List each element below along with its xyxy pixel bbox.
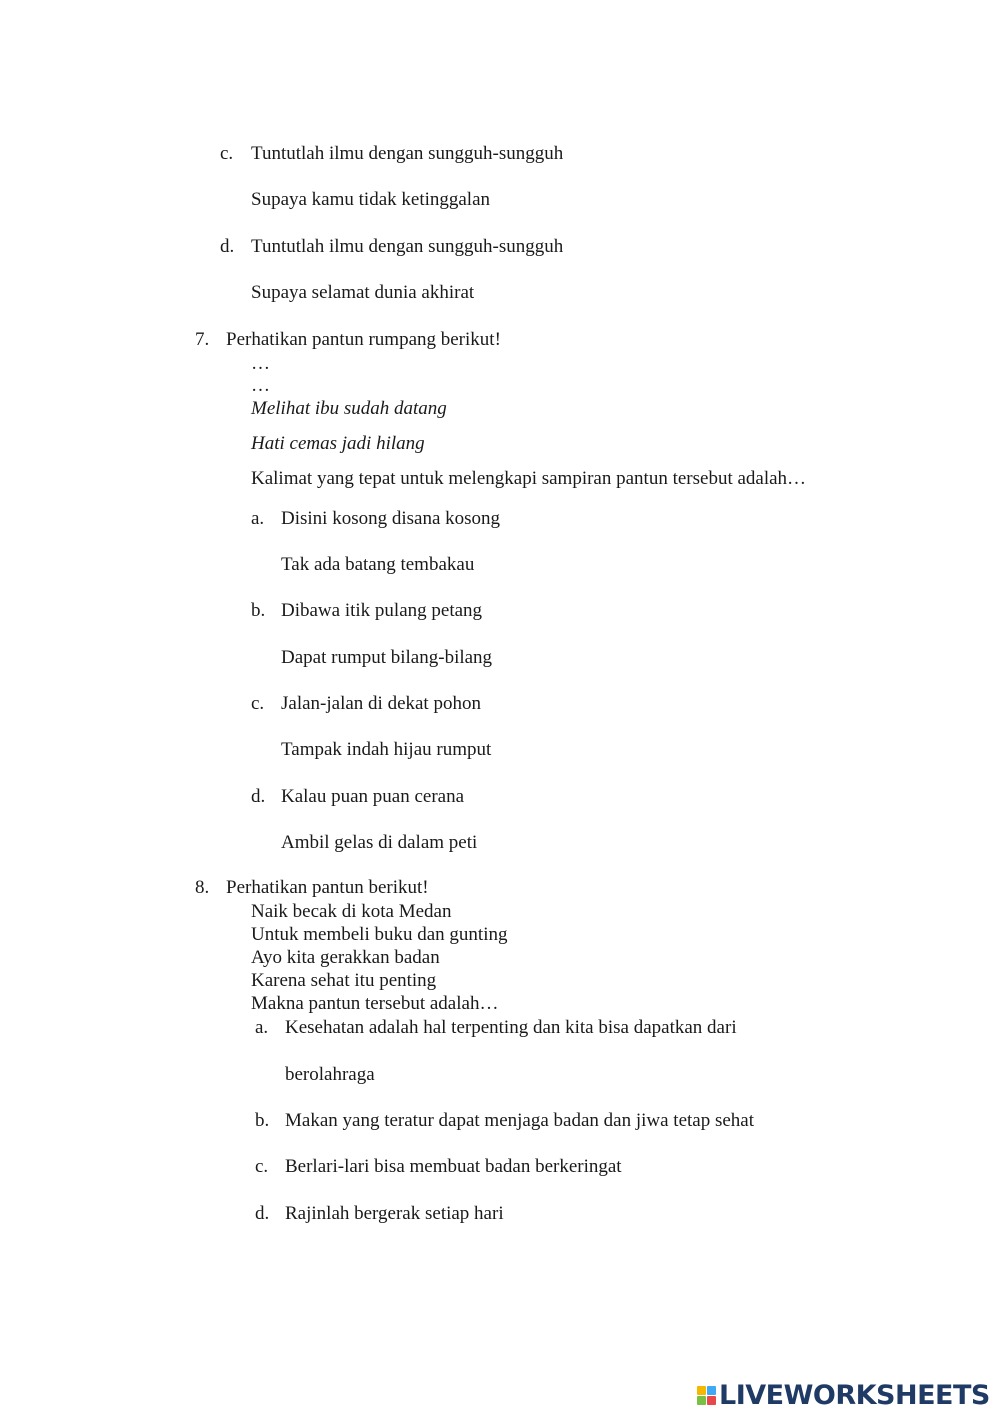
option-line1: Kalau puan puan cerana (281, 786, 465, 807)
option-line2: Dapat rumput bilang-bilang (281, 647, 493, 668)
option-line1: Makan yang teratur dapat menjaga badan dan jiwa tetap sehat (285, 1110, 754, 1131)
option-letter: c. (220, 143, 234, 164)
option-line2: Ambil gelas di dalam peti (281, 832, 478, 853)
option-letter: d. (255, 1203, 270, 1224)
question-number: 8. (195, 877, 210, 898)
option-letter: c. (255, 1156, 269, 1177)
option-letter: d. (251, 786, 266, 807)
option-line1: Tuntutlah ilmu dengan sungguh-sungguh (251, 236, 564, 257)
option-letter: d. (220, 236, 235, 257)
option-line2: Tampak indah hijau rumput (281, 739, 492, 760)
pantun-line: Karena sehat itu penting (251, 970, 437, 991)
option-line1: Disini kosong disana kosong (281, 508, 501, 529)
question-prompt: Perhatikan pantun berikut! (226, 877, 429, 898)
question-text: Makna pantun tersebut adalah… (251, 993, 499, 1014)
option-line2: berolahraga (285, 1064, 375, 1085)
option-letter: b. (255, 1110, 270, 1131)
pantun-line: Hati cemas jadi hilang (251, 433, 425, 454)
pantun-line: Naik becak di kota Medan (251, 901, 452, 922)
option-line2: Supaya kamu tidak ketinggalan (251, 189, 491, 210)
pantun-line: Melihat ibu sudah datang (251, 398, 447, 419)
option-letter: a. (251, 508, 265, 529)
pantun-blank-line: … (251, 353, 270, 374)
option-line2: Supaya selamat dunia akhirat (251, 282, 475, 303)
option-line1: Kesehatan adalah hal terpenting dan kita bisa dapatkan dari (285, 1017, 737, 1038)
logo-tiles-icon (697, 1386, 716, 1405)
option-line1: Dibawa itik pulang petang (281, 600, 483, 621)
pantun-blank-line: … (251, 375, 270, 396)
option-letter: b. (251, 600, 266, 621)
option-letter: a. (255, 1017, 269, 1038)
question-number: 7. (195, 329, 210, 350)
liveworksheets-logo (697, 1378, 990, 1412)
question-text: Kalimat yang tepat untuk melengkapi sampiran pantun tersebut adalah… (251, 468, 807, 489)
option-line1: Berlari-lari bisa membuat badan berkeringat (285, 1156, 622, 1177)
option-line1: Tuntutlah ilmu dengan sungguh-sungguh (251, 143, 564, 164)
question-prompt: Perhatikan pantun rumpang berikut! (226, 329, 501, 350)
option-letter: c. (251, 693, 265, 714)
option-line1: Rajinlah bergerak setiap hari (285, 1203, 504, 1224)
logo-text: LIVEWORKSHEETS (719, 1379, 990, 1411)
pantun-line: Ayo kita gerakkan badan (251, 947, 440, 968)
pantun-line: Untuk membeli buku dan gunting (251, 924, 508, 945)
option-line2: Tak ada batang tembakau (281, 554, 475, 575)
option-line1: Jalan-jalan di dekat pohon (281, 693, 481, 714)
